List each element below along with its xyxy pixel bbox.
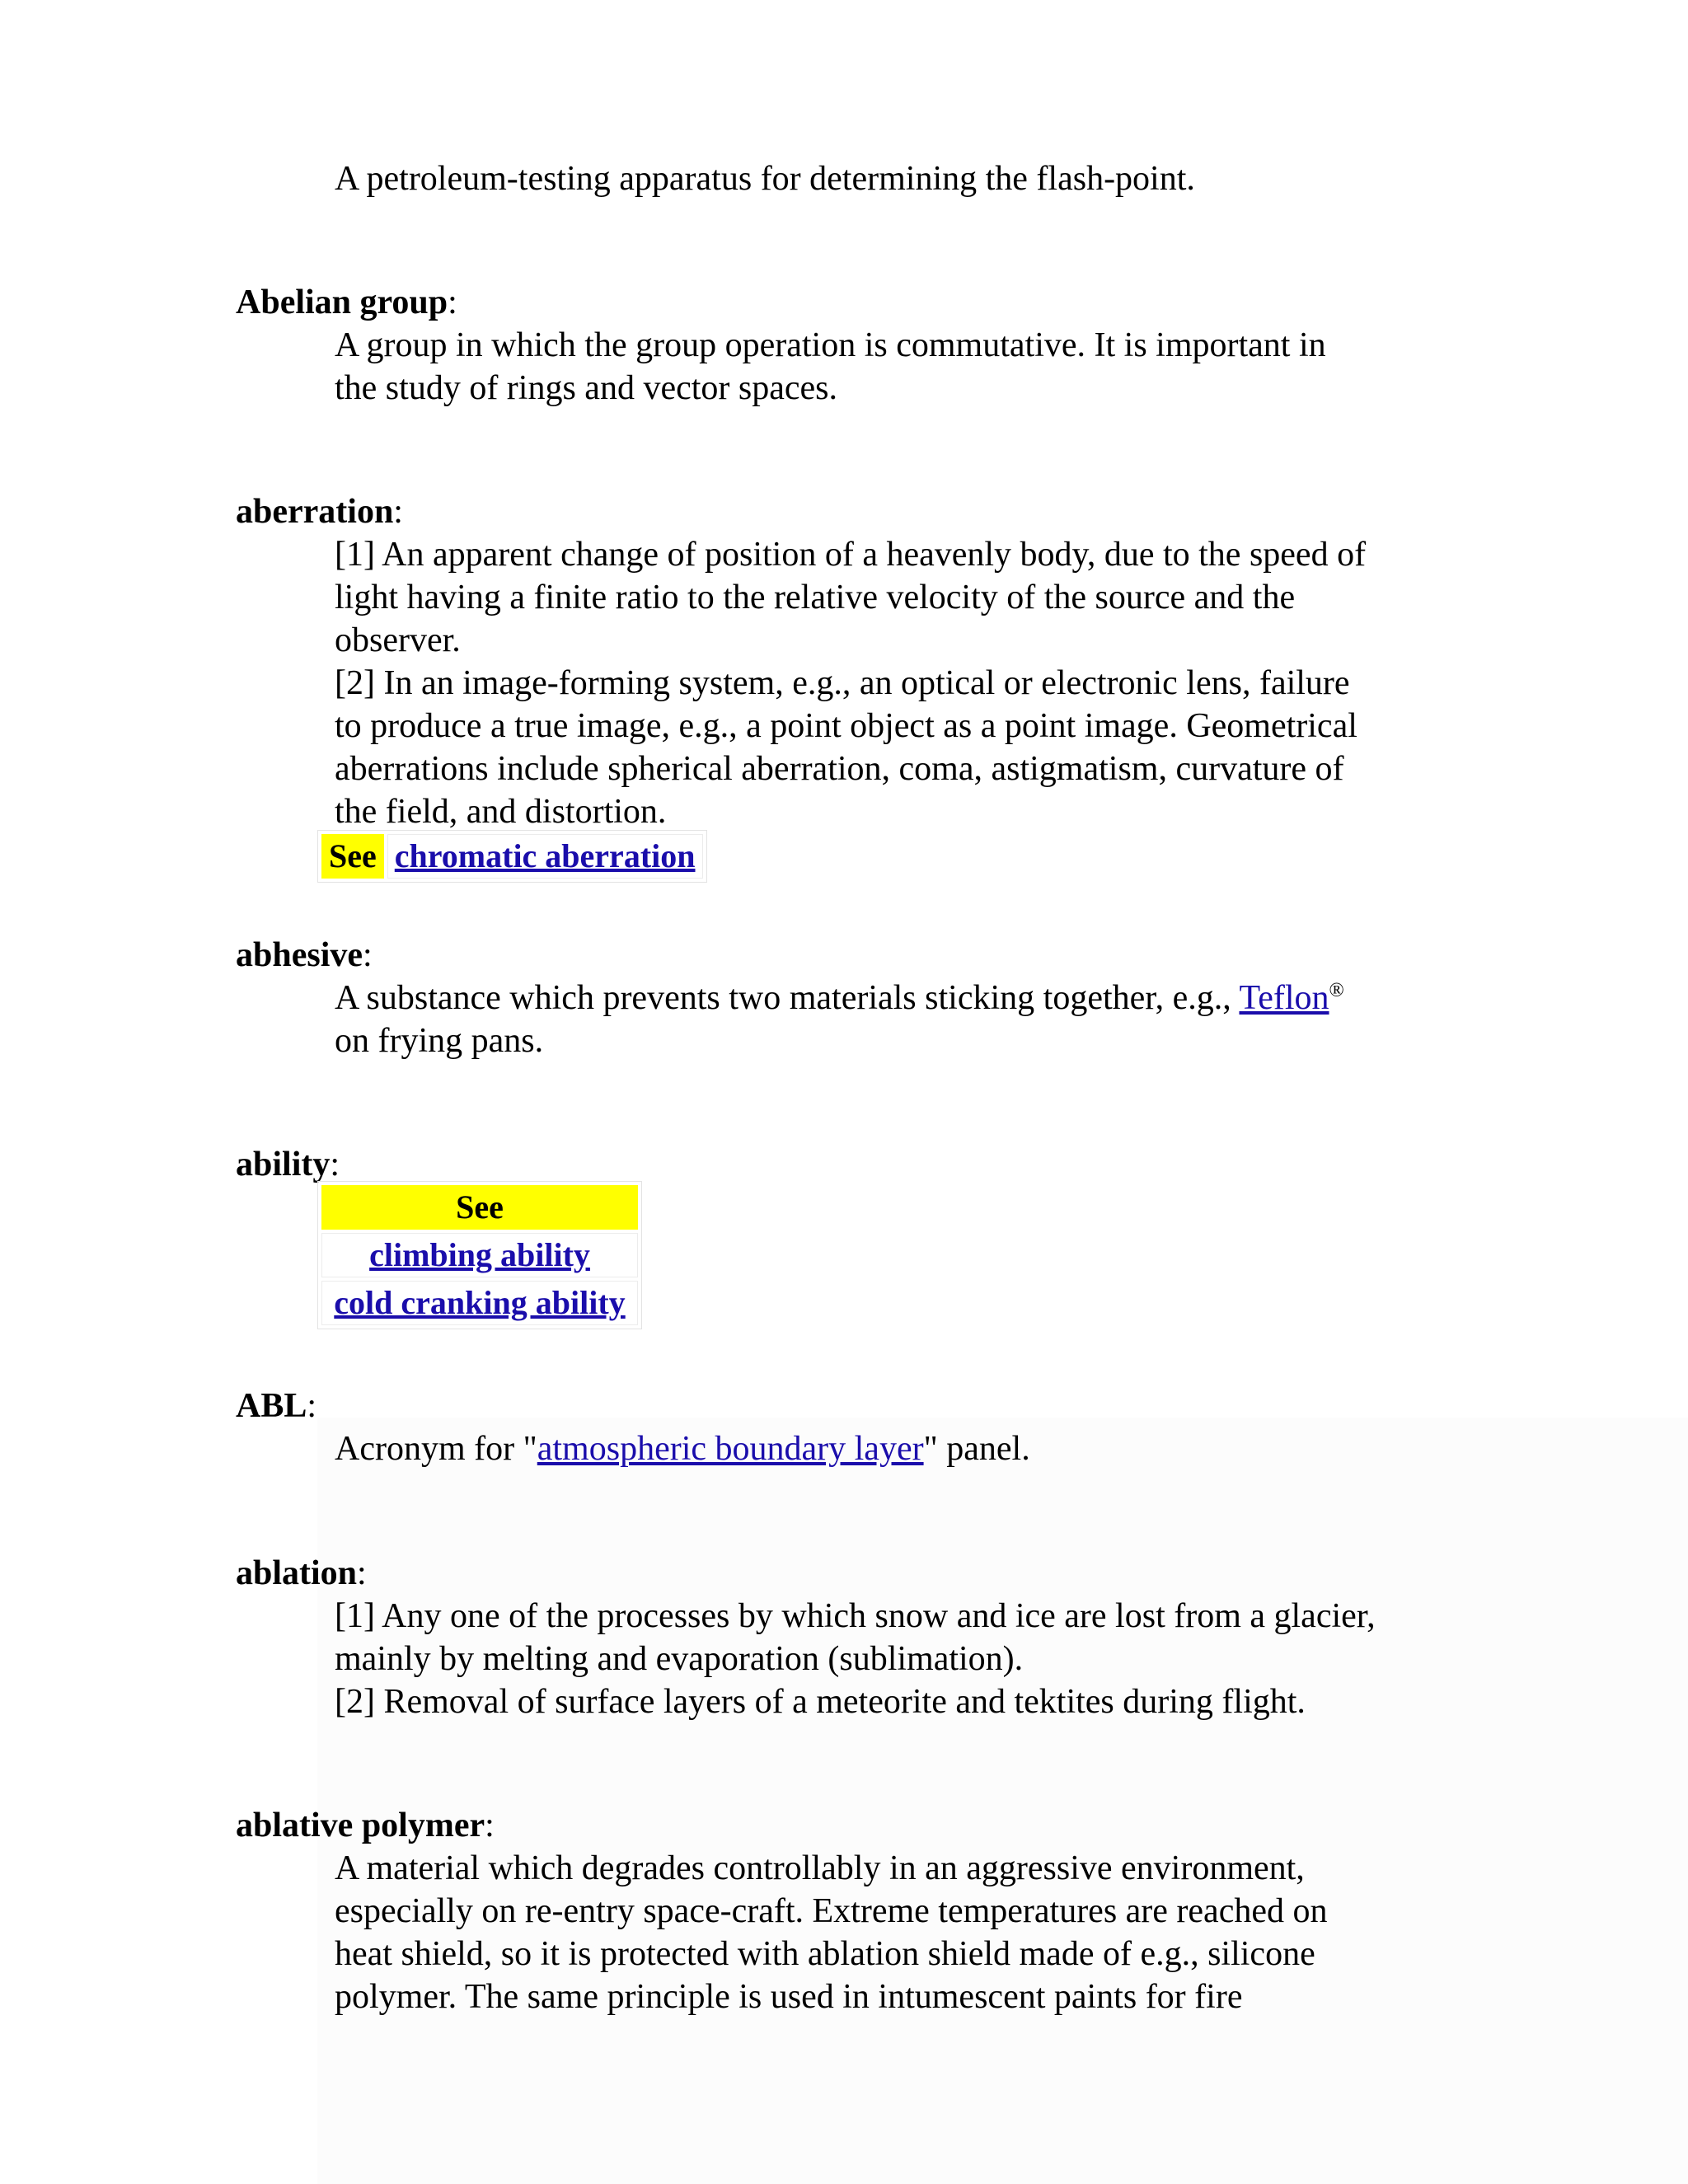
definition-line: the study of rings and vector spaces. (335, 369, 838, 407)
entry-term (236, 1143, 1472, 1186)
definition-line: [1] Any one of the processes by which snow and ice are lost from a glacier, (335, 1597, 1376, 1635)
entry-term (236, 1385, 1472, 1427)
definition-text: Acronym for " (335, 1430, 537, 1468)
term-word: abhesive (236, 936, 363, 974)
definition-line: [1] An apparent change of position of a heavenly body, due to the speed of (335, 536, 1367, 574)
entry-term (236, 490, 1472, 533)
entry-aberration (236, 490, 1472, 833)
entry-term (236, 1552, 1472, 1595)
definition-line: [2] Removal of surface layers of a meteorite and tektites during flight. (335, 1683, 1306, 1721)
see-link-chromatic-aberration[interactable]: chromatic aberration (394, 837, 696, 874)
entry-ablative-polymer (236, 1804, 1472, 2018)
definition-line: A material which degrades controllably in an aggressive environment, (335, 1849, 1305, 1887)
definition-line: A petroleum-testing apparatus for determining the flash-point. (335, 160, 1195, 198)
definition-text: " panel. (923, 1430, 1030, 1468)
definition-line: observer. (335, 621, 461, 659)
term-word: Abelian group (236, 284, 448, 321)
term-word: aberration (236, 493, 394, 531)
entry-definition (335, 533, 1472, 833)
entry-abelian-group (236, 281, 1472, 410)
term-colon: : (363, 936, 373, 974)
entry-definition (335, 324, 1472, 410)
entry-definition (335, 1427, 1472, 1470)
definition-text: A substance which prevents two materials sticking together, e.g., (335, 979, 1240, 1017)
entry-definition (335, 1847, 1472, 2018)
registered-mark: ® (1329, 980, 1344, 1001)
see-link-cell (321, 1233, 638, 1277)
see-label: See (321, 834, 384, 879)
definition-line: mainly by melting and evaporation (sublimation). (335, 1640, 1024, 1678)
atmospheric-boundary-layer-link[interactable]: atmospheric boundary layer (537, 1430, 924, 1468)
term-word: ABL (236, 1387, 307, 1425)
definition-line: aberrations include spherical aberration, coma, astigmatism, curvature of (335, 750, 1344, 788)
definition-line: to produce a true image, e.g., a point object as a point image. Geometrical (335, 707, 1357, 745)
definition-line: A group in which the group operation is commutative. It is important in (335, 326, 1326, 364)
definition-line: [2] In an image-forming system, e.g., an optical or electronic lens, failure (335, 664, 1350, 702)
definition-line (335, 977, 1472, 1019)
entry-term (236, 1804, 1472, 1847)
see-link-cell (321, 1281, 638, 1325)
entry-abhesive (236, 934, 1472, 1062)
entry-definition (335, 157, 1472, 200)
see-label: See (321, 1185, 638, 1230)
entry-definition (335, 977, 1472, 1062)
definition-line: heat shield, so it is protected with ablation shield made of e.g., silicone (335, 1935, 1315, 1973)
definition-line: the field, and distortion. (335, 793, 667, 831)
definition-line: polymer. The same principle is used in intumescent paints for fire (335, 1978, 1243, 2016)
term-word: ablative polymer (236, 1807, 485, 1844)
term-word: ablation (236, 1554, 358, 1592)
entry-term (236, 281, 1472, 324)
entry-flash-point (236, 157, 1472, 200)
see-also-table (317, 1181, 642, 1329)
see-link-cell (387, 834, 703, 879)
term-colon: : (393, 493, 403, 531)
term-colon: : (307, 1387, 317, 1425)
term-colon: : (330, 1146, 340, 1183)
definition-line: especially on re-entry space-craft. Extreme temperatures are reached on (335, 1892, 1328, 1930)
definition-line: on frying pans. (335, 1022, 544, 1060)
term-colon: : (448, 284, 457, 321)
entry-term (236, 934, 1472, 977)
term-colon: : (357, 1554, 367, 1592)
entry-definition (335, 1595, 1472, 1723)
definition-line (335, 1427, 1472, 1470)
definition-line: light having a finite ratio to the relative velocity of the source and the (335, 579, 1296, 616)
see-link-cold-cranking-ability[interactable]: cold cranking ability (334, 1284, 626, 1321)
entry-abl (236, 1385, 1472, 1470)
page-shade (317, 1418, 1688, 2184)
term-word: ability (236, 1146, 331, 1183)
teflon-link[interactable]: Teflon (1239, 979, 1329, 1017)
entry-ablation (236, 1552, 1472, 1723)
term-colon: : (485, 1807, 495, 1844)
see-link-climbing-ability[interactable]: climbing ability (369, 1236, 590, 1273)
see-also-table (317, 830, 707, 883)
entry-ability (236, 1143, 1472, 1186)
